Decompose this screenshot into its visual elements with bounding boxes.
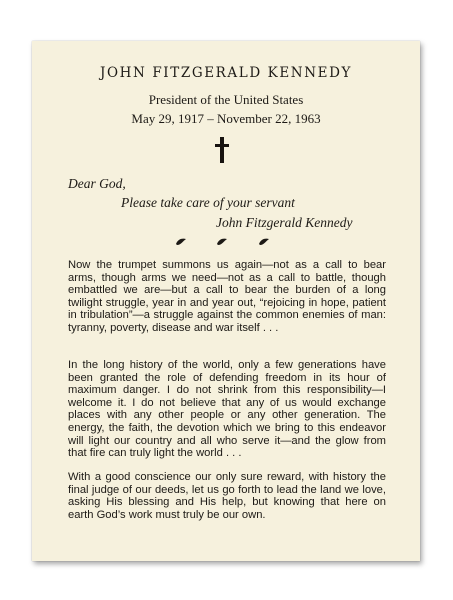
cross-icon <box>215 137 229 163</box>
header-title: President of the United States <box>148 92 304 107</box>
header-name: JOHN FITZGERALD KENNEDY <box>99 65 353 81</box>
memorial-card <box>32 41 420 561</box>
prayer-line: Please take care of your servant <box>121 195 295 210</box>
cross-vertical-bar <box>220 137 224 163</box>
prayer-salutation: Dear God, <box>68 176 126 191</box>
leaf-ornament-icon <box>217 238 227 246</box>
leaf-ornament-icon <box>259 238 269 246</box>
prayer-signature: John Fitzgerald Kennedy <box>216 215 353 230</box>
body-paragraph-2: In the long history of the world, only a few generations have been granted the role of defending freedom in its hour of maximum danger. I do not shrink from this responsibility—I welcome it. I do not believe that any of us would exchange places with any other people or any other generation. The energy, the faith, the devotion which we bring to this endeavor will light our country and all who serve it—and the glow from that fire can truly light the world . . . <box>68 359 386 460</box>
header-dates: May 29, 1917 – November 22, 1963 <box>131 111 321 126</box>
body-paragraph-1: Now the trumpet summons us again—not as a call to bear arms, though arms we need—not as a call to battle, though embattled we are—but a call to bear the burden of a long twilight struggle, year in and year out, “rejoicing in hope, patient in tribulation”—a struggle against the common enemies of man: tyranny, poverty, disease and war itself . . . <box>68 259 386 334</box>
cross-horizontal-bar <box>215 144 229 147</box>
body-paragraph-3: With a good conscience our only sure reward, with history the final judge of our deeds, let us go forth to lead the land we love, asking His blessing and His help, but knowing that here on earth God’s work must truly be our own. <box>68 471 386 521</box>
leaf-ornament-icon <box>176 238 186 246</box>
